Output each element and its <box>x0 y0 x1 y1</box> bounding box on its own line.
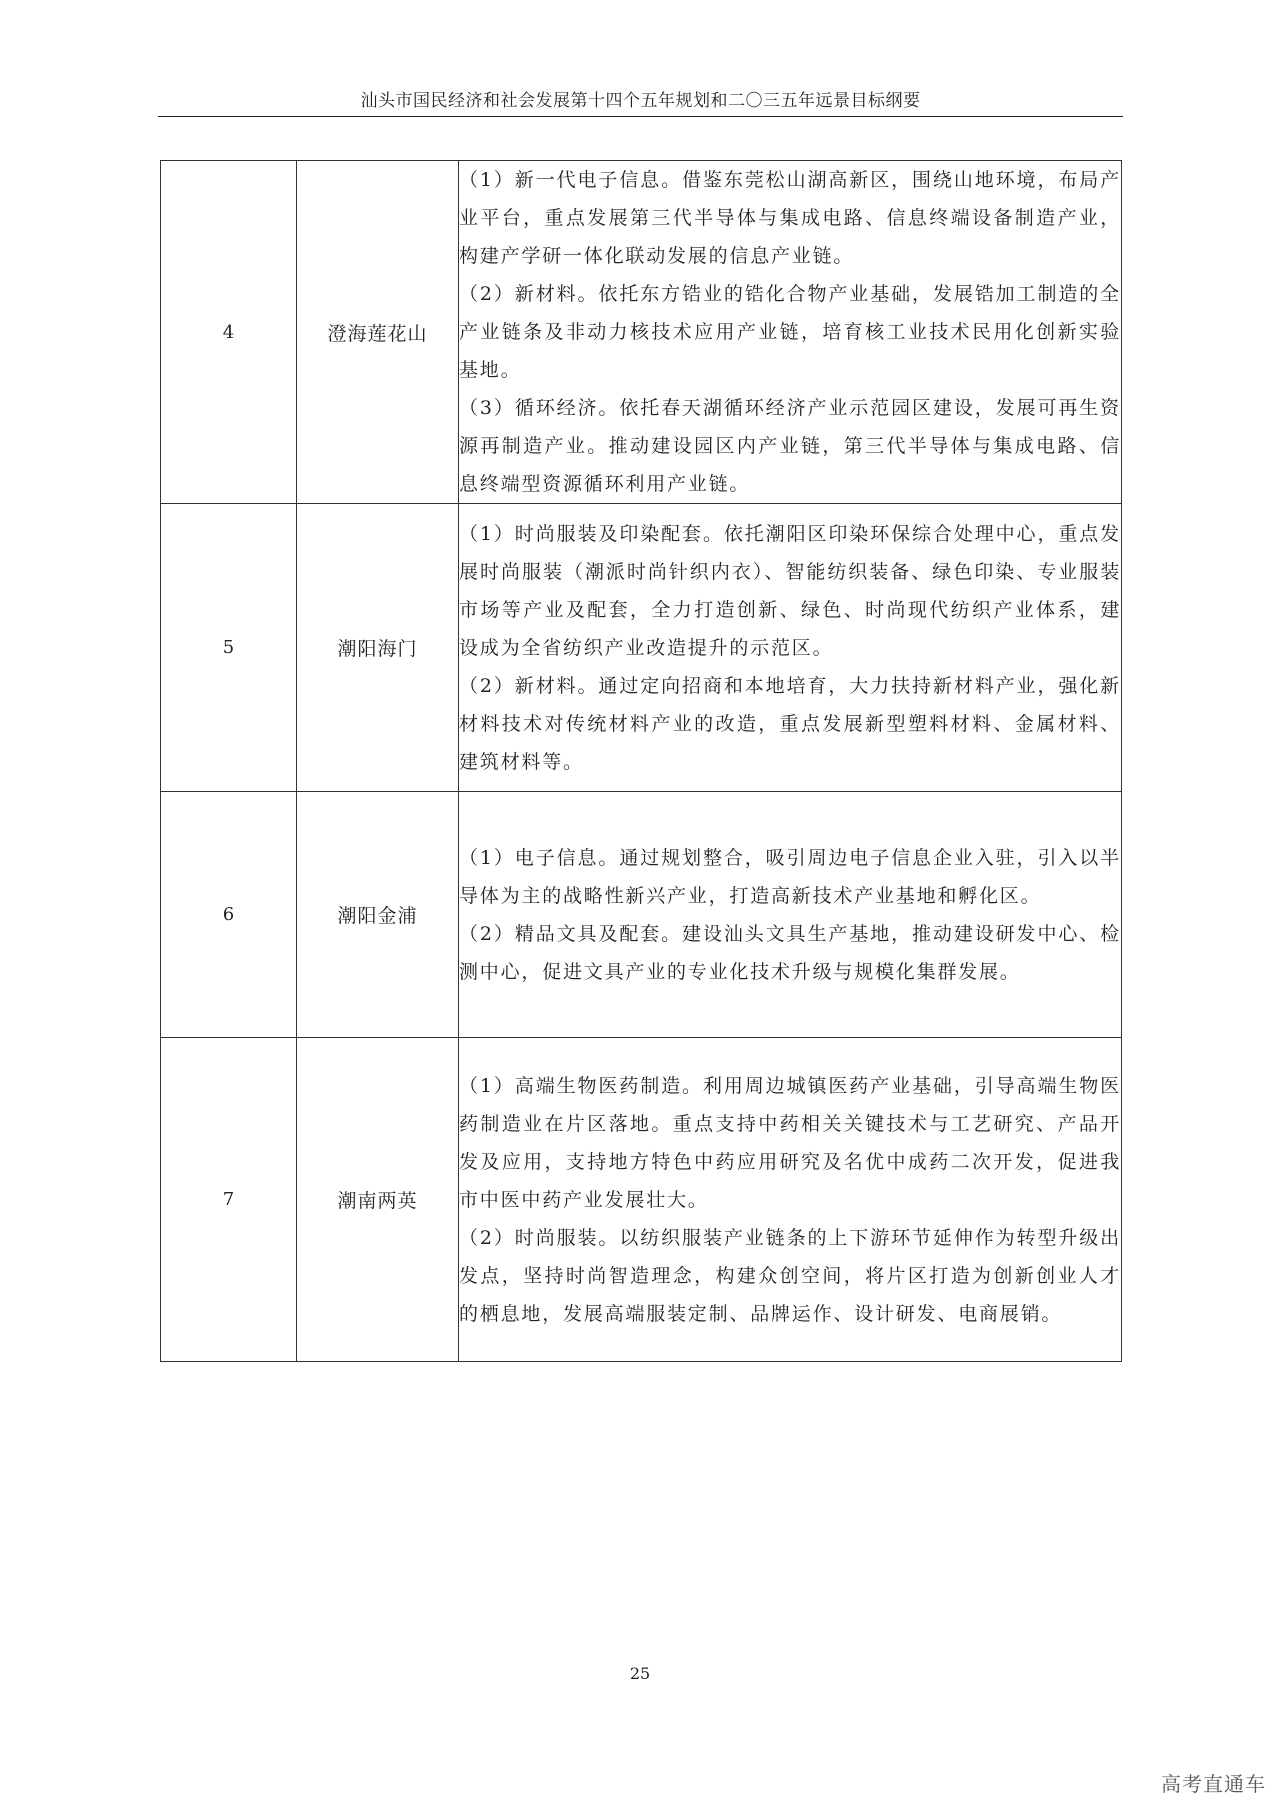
row-number: 4 <box>161 161 297 504</box>
description-paragraph: （2）新材料。依托东方锆业的锆化合物产业基础，发展锆加工制造的全产业链条及非动力核技术应用产业链，培育核工业技术民用化创新实验基地。 <box>459 283 1121 381</box>
row-number: 5 <box>161 504 297 792</box>
zone-description <box>459 161 1122 504</box>
zone-name: 潮阳金浦 <box>297 792 459 1038</box>
description-paragraph: （2）新材料。通过定向招商和本地培育，大力扶持新材料产业，强化新材料技术对传统材料产业的改造，重点发展新型塑料材料、金属材料、建筑材料等。 <box>459 674 1121 773</box>
industrial-zone-table <box>160 160 1122 1362</box>
header-divider <box>158 116 1123 117</box>
zone-name: 潮阳海门 <box>297 504 459 792</box>
document-header-title: 汕头市国民经济和社会发展第十四个五年规划和二〇三五年远景目标纲要 <box>360 91 921 111</box>
description-paragraph: （3）循环经济。依托春天湖循环经济产业示范园区建设，发展可再生资源再制造产业。推动建设园区内产业链，第三代半导体与集成电路、信息终端型资源循环利用产业链。 <box>459 397 1121 495</box>
description-paragraph: （2）精品文具及配套。建设汕头文具生产基地，推动建设研发中心、检测中心，促进文具产业的专业化技术升级与规模化集群发展。 <box>459 922 1121 983</box>
description-paragraph: （1）电子信息。通过规划整合，吸引周边电子信息企业入驻，引入以半导体为主的战略性新兴产业，打造高新技术产业基地和孵化区。 <box>459 846 1121 907</box>
watermark-text: 高考直通车 <box>1161 1772 1266 1796</box>
zone-name: 澄海莲花山 <box>297 161 459 504</box>
description-paragraph: （1）时尚服装及印染配套。依托潮阳区印染环保综合处理中心，重点发展时尚服装（潮派时尚针织内衣）、智能纺织装备、绿色印染、专业服装市场等产业及配套，全力打造创新、绿色、时尚现代纺织产业体系，建设成为全省纺织产业改造提升的示范区。 <box>459 522 1121 659</box>
page-number: 25 <box>629 1664 651 1683</box>
description-paragraph: （1）高端生物医药制造。利用周边城镇医药产业基础，引导高端生物医药制造业在片区落地。重点支持中药相关关键技术与工艺研究、产品开发及应用，支持地方特色中药应用研究及名优中成药二次开发，促进我市中医中药产业发展壮大。 <box>459 1074 1121 1211</box>
zone-description <box>459 504 1122 792</box>
industrial-zone-table-container <box>160 160 1121 1362</box>
table-row <box>161 792 1122 1038</box>
description-paragraph: （2）时尚服装。以纺织服装产业链条的上下游环节延伸作为转型升级出发点，坚持时尚智造理念，构建众创空间，将片区打造为创新创业人才的栖息地，发展高端服装定制、品牌运作、设计研发、电商展销。 <box>459 1226 1121 1325</box>
description-paragraph: （1）新一代电子信息。借鉴东莞松山湖高新区，围绕山地环境，布局产业平台，重点发展第三代半导体与集成电路、信息终端设备制造产业，构建产学研一体化联动发展的信息产业链。 <box>459 169 1121 267</box>
table-row <box>161 161 1122 504</box>
row-number: 7 <box>161 1038 297 1362</box>
zone-name: 潮南两英 <box>297 1038 459 1362</box>
row-number: 6 <box>161 792 297 1038</box>
table-row <box>161 1038 1122 1362</box>
zone-description <box>459 792 1122 1038</box>
table-row <box>161 504 1122 792</box>
zone-description <box>459 1038 1122 1362</box>
table-body <box>161 161 1122 1362</box>
